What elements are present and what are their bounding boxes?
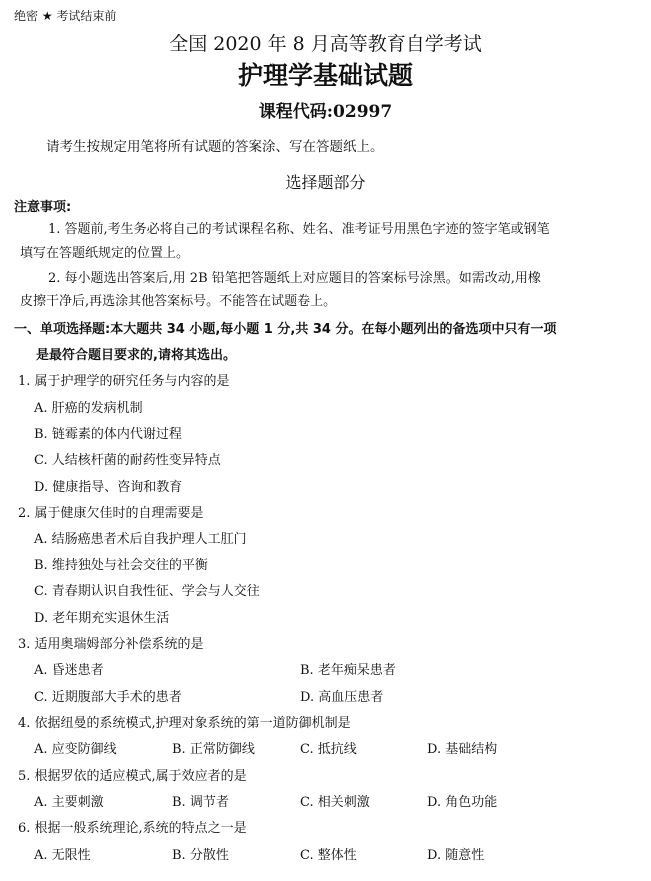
question-3-option-c: C. 近期腹部大手术的患者 [34,690,182,705]
question-1-stem: 1. 属于护理学的研究任务与内容的是 [18,374,230,389]
question-6-option-a: A. 无限性 [34,848,91,863]
question-2-option-d: D. 老年期充实退休生活 [34,611,170,626]
course-code: 课程代码:02997 [258,102,393,122]
question-6-option-c: C. 整体性 [300,848,357,863]
note-1-line-2: 填写在答题纸规定的位置上。 [20,246,190,261]
section-title: 选择题部分 [285,173,366,192]
question-2-option-a: A. 结肠癌患者术后自我护理人工肛门 [34,532,247,547]
question-2-option-c: C. 青春期认识自我性征、学会与人交往 [34,584,260,599]
question-3-option-a: A. 昏迷患者 [34,663,104,678]
part-1-heading-line-2: 是最符合题目要求的,请将其选出。 [36,348,236,363]
question-5-option-c: C. 相关刺激 [300,795,370,810]
question-6-stem: 6. 根据一般系统理论,系统的特点之一是 [18,821,247,836]
question-4-option-b: B. 正常防御线 [172,742,255,757]
part-1-heading-line-1: 一、单项选择题:本大题共 34 小题,每小题 1 分,共 34 分。在每小题列出的备选项中只有一项 [14,322,557,337]
subject-title: 护理学基础试题 [237,61,413,90]
question-1-option-c: C. 人结核杆菌的耐药性变异特点 [34,453,221,468]
question-4-option-a: A. 应变防御线 [34,742,117,757]
question-5-stem: 5. 根据罗依的适应模式,属于效应者的是 [18,769,247,784]
notes-title: 注意事项: [14,200,72,215]
question-5-option-b: B. 调节者 [172,795,229,810]
question-4-option-d: D. 基础结构 [427,742,498,757]
secret-mark: 绝密 ★ 考试结束前 [14,9,117,23]
question-4-stem: 4. 依据纽曼的系统模式,护理对象系统的第一道防御机制是 [18,716,351,731]
question-6-option-d: D. 随意性 [427,848,485,863]
question-2-stem: 2. 属于健康欠佳时的自理需要是 [18,506,204,521]
note-1-line-1: 1. 答题前,考生务必将自己的考试课程名称、姓名、准考证号用黑色字迹的签字笔或钢笔 [48,222,550,237]
instructions: 请考生按规定用笔将所有试题的答案涂、写在答题纸上。 [46,139,384,155]
question-3-stem: 3. 适用奥瑞姆部分补偿系统的是 [18,637,204,652]
question-3-option-b: B. 老年痴呆患者 [300,663,396,678]
question-6-option-b: B. 分散性 [172,848,229,863]
note-2-line-1: 2. 每小题选出答案后,用 2B 铅笔把答题纸上对应题目的答案标号涂黑。如需改动,用橡 [48,271,541,286]
question-3-option-d: D. 高血压患者 [300,690,384,705]
question-1-option-d: D. 健康指导、咨询和教育 [34,480,183,495]
note-2-line-2: 皮擦干净后,再选涂其他答案标号。不能答在试题卷上。 [20,294,337,309]
question-4-option-c: C. 抵抗线 [300,742,357,757]
question-2-option-b: B. 维持独处与社会交往的平衡 [34,558,208,573]
question-1-option-b: B. 链霉素的体内代谢过程 [34,427,182,442]
question-5-option-a: A. 主要刺激 [34,795,104,810]
question-1-option-a: A. 肝癌的发病机制 [34,401,143,416]
question-5-option-d: D. 角色功能 [427,795,498,810]
exam-title: 全国 2020 年 8 月高等教育自学考试 [169,33,482,55]
